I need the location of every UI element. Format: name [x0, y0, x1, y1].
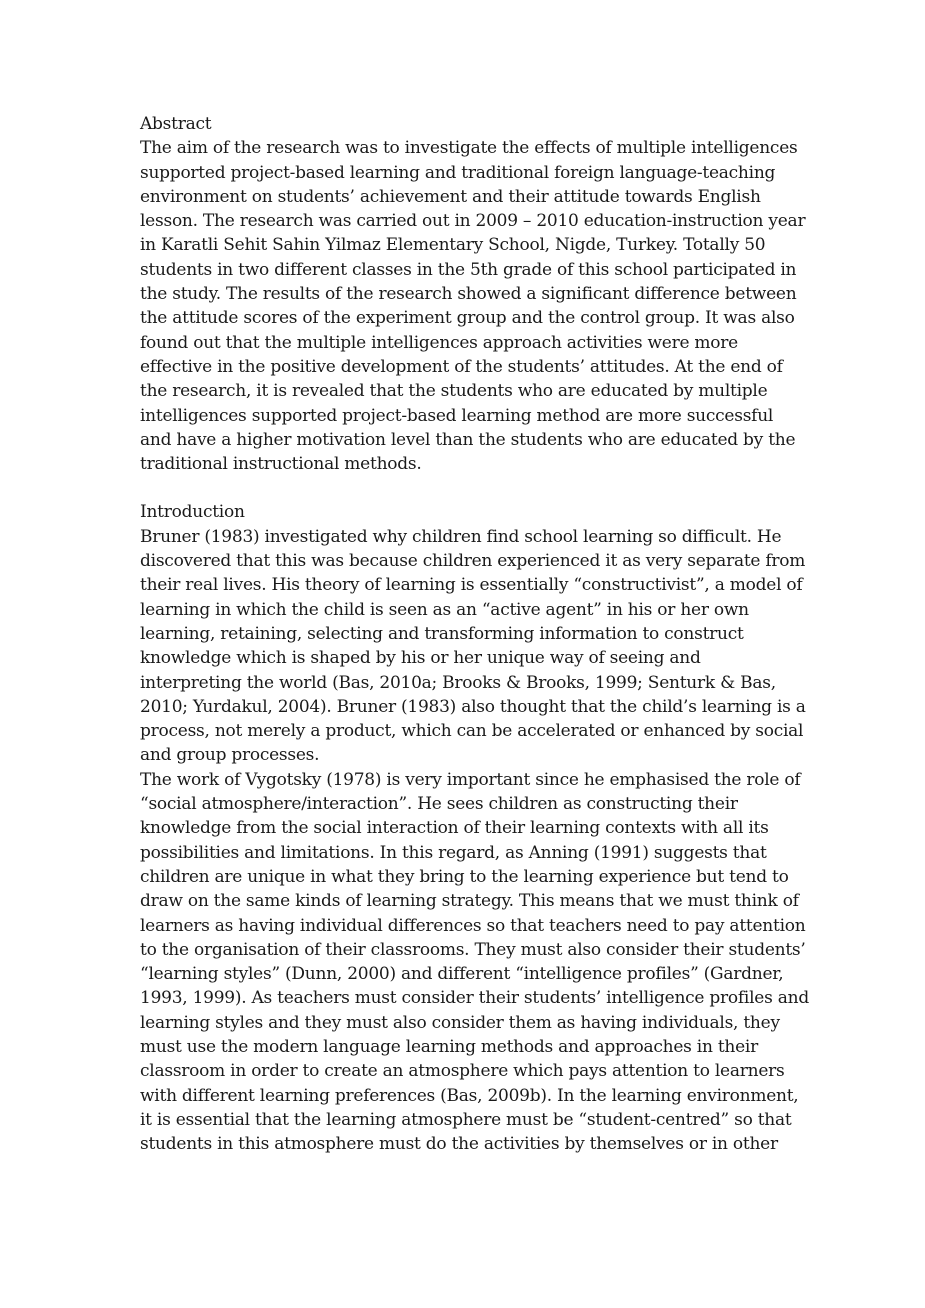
- introduction-heading: Introduction: [140, 502, 245, 523]
- section-spacer: [140, 476, 810, 500]
- abstract-paragraph: The aim of the research was to investigate the effects of multiple intelligences supported project-based learning and traditional foreign language-teaching environment on students’ achievement and their attitude towards English lesson. The research was carried out in 2009 – 2010 education-instruction year in Karatli Sehit Sahin Yilmaz Elementary School, Nigde, Turkey. Totally 50 students in two different classes in the 5th grade of this school participated in the study. The results of the research showed a significant difference between the attitude scores of the experiment group and the control group. It was also found out that the multiple intelligences approach activities were more effective in the positive development of the students’ attitudes. At the end of the research, it is revealed that the students who are educated by multiple intelligences supported project-based learning method are more successful and have a higher motivation level than the students who are educated by the traditional instructional methods.: [140, 138, 806, 475]
- abstract-heading: Abstract: [140, 114, 212, 134]
- abstract-section: [140, 112, 810, 476]
- introduction-paragraph-2: The work of Vygotsky (1978) is very important since he emphasised the role of “social atmosphere/interaction”. He sees children as constructing their knowledge from the social interaction of their learning contexts with all its possibilities and limitations. In this regard, as Anning (1991) suggests that children are unique in what they bring to the learning experience but tend to draw on the same kinds of learning strategy. This means that we must think of learners as having individual differences so that teachers need to pay attention to the organisation of their classrooms. They must also consider their students’ “learning styles” (Dunn, 2000) and different “intelligence profiles” (Gardner, 1993, 1999). As teachers must consider their students’ intelligence profiles and learning styles and they must also consider them as having individuals, they must use the modern language learning methods and approaches in their classroom in order to create an atmosphere which pays attention to learners with different learning preferences (Bas, 2009b). In the learning environment, it is essential that the learning atmosphere must be “student-centred” so that students in this atmosphere must do the activities by themselves or in other: [140, 769, 809, 1155]
- introduction-paragraph-1: Bruner (1983) investigated why children find school learning so difficult. He discovered that this was because children experienced it as very separate from their real lives. His theory of learning is essentially “constructivist”, a model of learning in which the child is seen as an “active agent” in his or her own learning, retaining, selecting and transforming information to construct knowledge which is shaped by his or her unique way of seeing and interpreting the world (Bas, 2010a; Brooks & Brooks, 1999; Senturk & Bas, 2010; Yurdakul, 2004). Bruner (1983) also thought that the child’s learning is a process, not merely a product, which can be accelerated or enhanced by social and group processes.: [140, 526, 806, 766]
- document-page: [140, 112, 810, 1156]
- introduction-section: [140, 500, 810, 1156]
